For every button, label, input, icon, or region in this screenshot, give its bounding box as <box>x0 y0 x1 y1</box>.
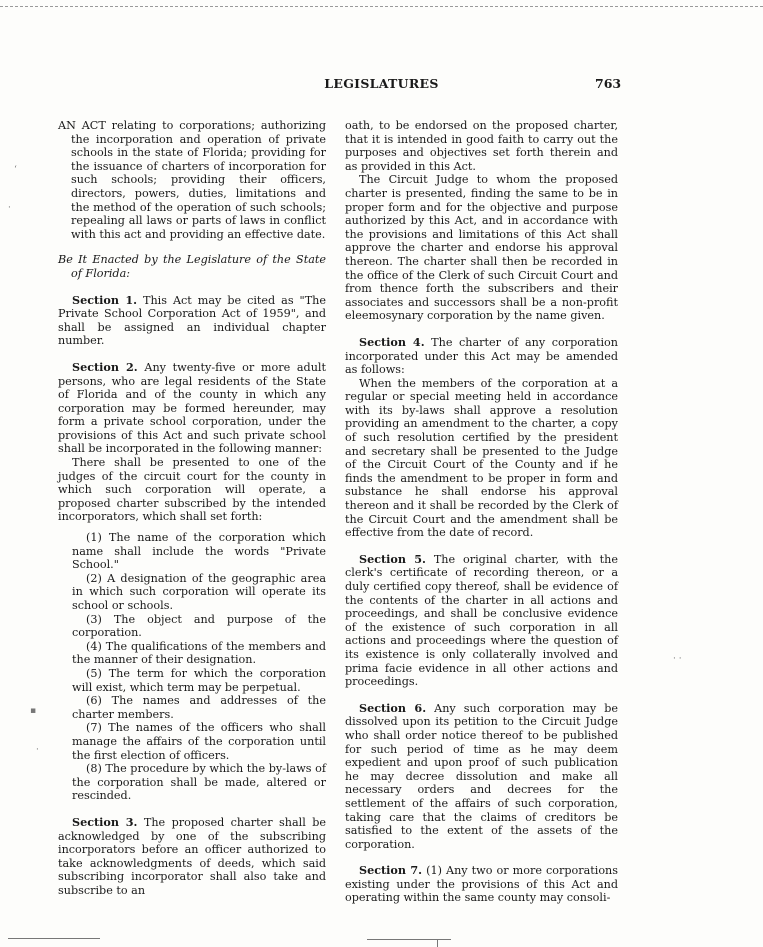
section-2-item: (2) A designation of the geographic area in which such corporation will operate its school or schools. <box>72 571 326 612</box>
section-3-continued: oath, to be endorsed on the proposed charter, that it is intended in good faith to carry out the purposes and objectives set forth therein and as provided in this Act. <box>345 119 618 173</box>
section-2-item: (6) The names and addresses of the charter members. <box>72 694 326 721</box>
section-4-text: The charter of any corporation incorporated under this Act may be amended as follows: <box>345 335 618 377</box>
section-2-item: (3) The object and purpose of the corporation. <box>72 612 326 640</box>
section-3 <box>58 816 326 898</box>
section-1-label: Section 1. <box>72 292 138 307</box>
margin-speck: · · <box>673 654 682 664</box>
section-7 <box>345 864 618 905</box>
margin-speck: · <box>36 745 39 755</box>
section-4-label: Section 4. <box>359 334 425 349</box>
section-7-text: (1) Any two or more corporations existing under the provisions of this Act and operating within the same county may consoli- <box>345 864 618 905</box>
section-2-item: (7) The names of the officers who shall manage the affairs of the corporation until the first election of officers. <box>72 721 326 762</box>
margin-speck: ▪ <box>30 706 37 716</box>
section-4 <box>345 336 618 377</box>
section-7-label: Section 7. <box>359 863 423 878</box>
section-2-item: (4) The qualifications of the members and the manner of their designation. <box>72 639 326 667</box>
section-6-label: Section 6. <box>359 700 427 715</box>
section-4-continuation: When the members of the corporation at a regular or special meeting held in accordance with its by-laws shall approve a resolution providing an amendment to the charter, a copy of such resolution certified by the president and secretary shall be presented to the Judge of the Circuit Court of the County and if he finds the amendment to be proper in form and substance he shall endorse his approval thereon and it shall be recorded by the Clerk of the Circuit Court and the amendment shall be effective from the date of record. <box>345 376 618 540</box>
section-2-item: (8) The procedure by which the by-laws of the corporation shall be made, altered or rescinded. <box>72 762 326 803</box>
left-column <box>58 119 326 897</box>
section-6-text: Any such corporation may be dissolved upon its petition to the Circuit Judge who shall order notice thereof to be published for such period of time as he may deem expedient and upon proof of such publication he may decree dissolution and make all necessary orders and decrees for the settlement of the affairs of such corporation, taking care that the claims of creditors be satisfied to the extent of the assets of the corporation. <box>345 701 618 851</box>
section-5-label: Section 5. <box>359 551 426 566</box>
section-2-item: (1) The name of the corporation which name shall include the words "Private School." <box>72 531 326 572</box>
section-2 <box>58 361 326 456</box>
enacting-clause: Be It Enacted by the Legislature of the State of Florida: <box>58 253 326 280</box>
section-2-label: Section 2. <box>72 359 138 374</box>
bottom-rule <box>8 938 100 939</box>
section-1-text: This Act may be cited as "The Private School Corporation Act of 1959", and shall be assigned an individual chapter number. <box>58 293 326 348</box>
section-2-item: (5) The term for which the corporation will exist, which term may be perpetual. <box>72 666 326 694</box>
margin-speck: ‘ <box>14 165 17 175</box>
section-6 <box>345 702 618 852</box>
running-header: LEGISLATURES <box>324 76 439 91</box>
right-column <box>345 119 618 905</box>
section-1 <box>58 294 326 348</box>
bottom-rule <box>367 939 451 940</box>
section-5 <box>345 553 618 689</box>
section-3-text: The proposed charter shall be acknowledged by one of the subscribing incorporators before an officer authorized to take acknowledgments of deeds, which said subscribing incorporator shall also take and subscribe to an <box>58 815 326 897</box>
bottom-tick-mark <box>437 939 438 947</box>
section-3-label: Section 3. <box>72 814 138 829</box>
act-title: AN ACT relating to corporations; authorizing the incorporation and operation of private schools in the state of Florida; providing for the issuance of charters of incorporation for such schools; providing their officers, directors, powers, duties, limitations and the method of the operation of such schools; repealing all laws or parts of laws in conflict with this act and providing an effective date. <box>58 119 326 241</box>
page-number: 763 <box>595 76 622 91</box>
margin-speck: · <box>8 203 11 213</box>
section-3-paragraph-2: The Circuit Judge to whom the proposed charter is presented, finding the same to be in proper form and for the objective and purpose authorized by this Act, and in accordance with the provisions and limitations of this Act shall approve the charter and endorse his approval thereon. The charter shall then be recorded in the office of the Clerk of such Circuit Court and from thence forth the subscribers and their associates and successors shall be a non-profit eleemosynary corporation by the name given. <box>345 173 618 323</box>
section-5-text: The original charter, with the clerk's certificate of recording thereon, or a duly certified copy thereof, shall be evidence of the contents of the charter in all actions and proceedings, and shall be conclusive evidence of the existence of such corporation in all actions and proceedings where the question of its existence is only collaterally involved and prima facie evidence in all other actions and proceedings. <box>345 552 618 689</box>
top-dashed-rule <box>0 6 763 7</box>
section-2-text: Any twenty-five or more adult persons, who are legal residents of the State of Florida and of the county in which any corporation may be formed hereunder, may form a private school corporation, under the provisions of this Act and such private school shall be incorporated in the following manner: <box>58 360 326 456</box>
section-2-continuation: There shall be presented to one of the judges of the circuit court for the county in which such corporation will operate, a proposed charter subscribed by the intended incorporators, which shall set forth: <box>58 456 326 524</box>
